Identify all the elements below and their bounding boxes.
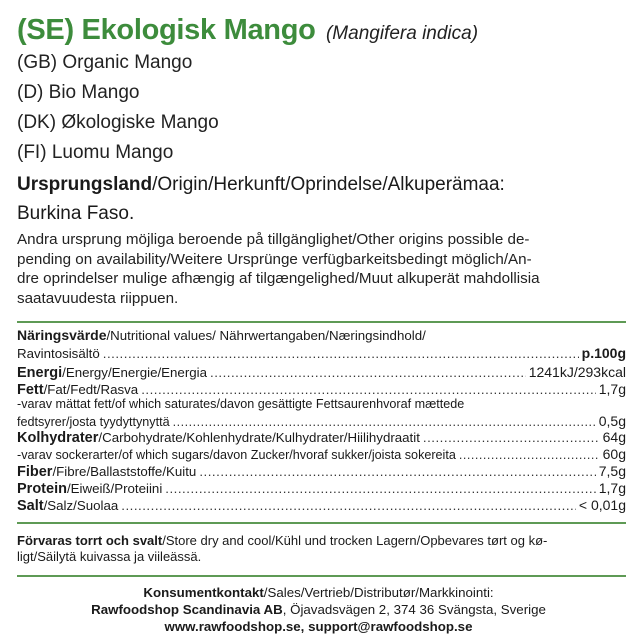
nutrition-heading — [17, 328, 626, 343]
contact-line1 — [0, 585, 637, 601]
origin-note-line: pending on availability/Weitere Ursprünge verfügbarkeitsbedingt möglich/An- — [17, 250, 532, 268]
contact-web-email: www.rawfoodshop.se, support@rawfoodshop.se — [164, 619, 473, 634]
company-address: , Öjavadsvägen 2, 374 36 Svängsta, Sverige — [282, 602, 546, 617]
origin-heading-rest: /Origin/Herkunft/Oprindelse/Alkuperämaa: — [152, 174, 505, 195]
nutrient-value: 0,5g — [598, 413, 626, 429]
nutrition-heading-bold: Näringsvärde — [17, 327, 107, 343]
nutrition-heading-rest: /Nutritional values/ Nährwertangaben/Næringsindhold/ — [106, 328, 426, 343]
dot-leader — [103, 346, 579, 362]
nutrition-row-salt — [17, 497, 626, 513]
dot-leader — [165, 481, 595, 497]
dot-leader — [141, 382, 596, 398]
nutrition-row-fiber — [17, 463, 626, 479]
storage-bold: Förvaras torrt och svalt — [17, 533, 163, 548]
nutrition-row-fat — [17, 381, 626, 397]
origin-note — [17, 230, 623, 308]
nutrition-row-protein — [17, 480, 626, 496]
divider — [17, 522, 626, 524]
nutrient-name-rest: /Fat/Fedt/Rasva — [43, 382, 139, 397]
nutrient-value: 1,7g — [598, 480, 626, 496]
nutrition-row-sugars — [17, 446, 626, 462]
nutrition-row-energy — [17, 364, 626, 380]
latin-name: (Mangifera indica) — [325, 23, 479, 44]
dot-leader — [121, 498, 576, 514]
contact-heading-rest: /Sales/Vertrieb/Distributør/Markkinointi: — [263, 585, 494, 600]
per-100g: p.100g — [581, 345, 626, 361]
nutrition-heading-line2: Ravintosisältö — [17, 346, 100, 361]
nutrient-name-rest: /Energy/Energie/Energia — [62, 365, 208, 380]
nutrient-name: Energi — [17, 365, 63, 381]
origin-heading — [17, 174, 505, 196]
nutrient-value: 60g — [602, 446, 626, 462]
nutrient-value: 64g — [602, 429, 626, 445]
product-name-dk: (DK) Økologiske Mango — [17, 112, 219, 133]
dot-leader — [459, 447, 600, 463]
nutrient-value: 7,5g — [598, 463, 626, 479]
storage-rest: /Store dry and cool/Kühl und trocken Lagern/Opbevares tørt og kø- — [162, 533, 548, 548]
nutrient-name-rest: fedtsyrer/josta tyydyttynyttä — [17, 415, 170, 429]
nutrient-value: 1241kJ/293kcal — [528, 364, 626, 380]
nutrient-name-rest: /Salz/Suolaa — [43, 498, 119, 513]
nutrient-name: Protein — [17, 481, 67, 497]
product-name-se: (SE) Ekologisk Mango — [17, 14, 316, 46]
divider — [17, 575, 626, 577]
storage-line2: ligt/Säilytä kuivassa ja viileässä. — [17, 549, 202, 564]
product-name-gb: (GB) Organic Mango — [17, 52, 193, 73]
nutrient-name-rest: -varav sockerarter/of which sugars/davon Zucker/hvoraf sukker/joista sokereita — [17, 448, 456, 462]
origin-heading-bold: Ursprungsland — [17, 174, 153, 195]
origin-note-line: saatavuudesta riippuen. — [17, 289, 179, 307]
nutrient-name: Fiber — [17, 464, 53, 480]
nutrition-row-saturates — [17, 413, 626, 429]
contact-line2 — [0, 602, 637, 618]
divider — [17, 321, 626, 323]
nutrition-per-row — [17, 345, 626, 361]
origin-note-line: dre oprindelser mulige afhængig af tilgængelighed/Muut alkuperät mahdollisia — [17, 270, 540, 287]
saturates-line1: -varav mättat fett/of which saturates/davon gesättigte Fettsaurenhvoraf mættede — [17, 397, 465, 411]
nutrient-name: Kolhydrater — [17, 430, 99, 446]
dot-leader — [199, 464, 595, 480]
dot-leader — [423, 430, 600, 446]
nutrient-value: 1,7g — [598, 381, 626, 397]
company-name: Rawfoodshop Scandinavia AB — [91, 602, 283, 617]
nutrient-name-rest: /Fibre/Ballaststoffe/Kuitu — [52, 464, 197, 479]
nutrient-name: Salt — [17, 498, 44, 514]
origin-country: Burkina Faso. — [17, 203, 135, 224]
nutrient-name-rest: /Carbohydrate/Kohlenhydrate/Kulhydrater/Hiilihydraatit — [98, 430, 420, 445]
dot-leader — [210, 365, 526, 381]
product-title — [17, 14, 478, 47]
nutrient-name-rest: /Eiweiß/Proteiini — [66, 481, 163, 496]
product-name-fi: (FI) Luomu Mango — [17, 142, 174, 163]
dot-leader — [173, 414, 596, 430]
contact-heading: Konsumentkontakt — [143, 585, 264, 600]
product-name-d: (D) Bio Mango — [17, 82, 140, 103]
storage-instructions — [17, 533, 621, 565]
nutrient-value: < 0,01g — [578, 497, 626, 513]
nutrient-name: Fett — [17, 382, 44, 398]
origin-note-line: Andra ursprung möjliga beroende på tillgänglighet/Other origins possible de- — [17, 231, 530, 248]
nutrition-row-carbs — [17, 429, 626, 445]
